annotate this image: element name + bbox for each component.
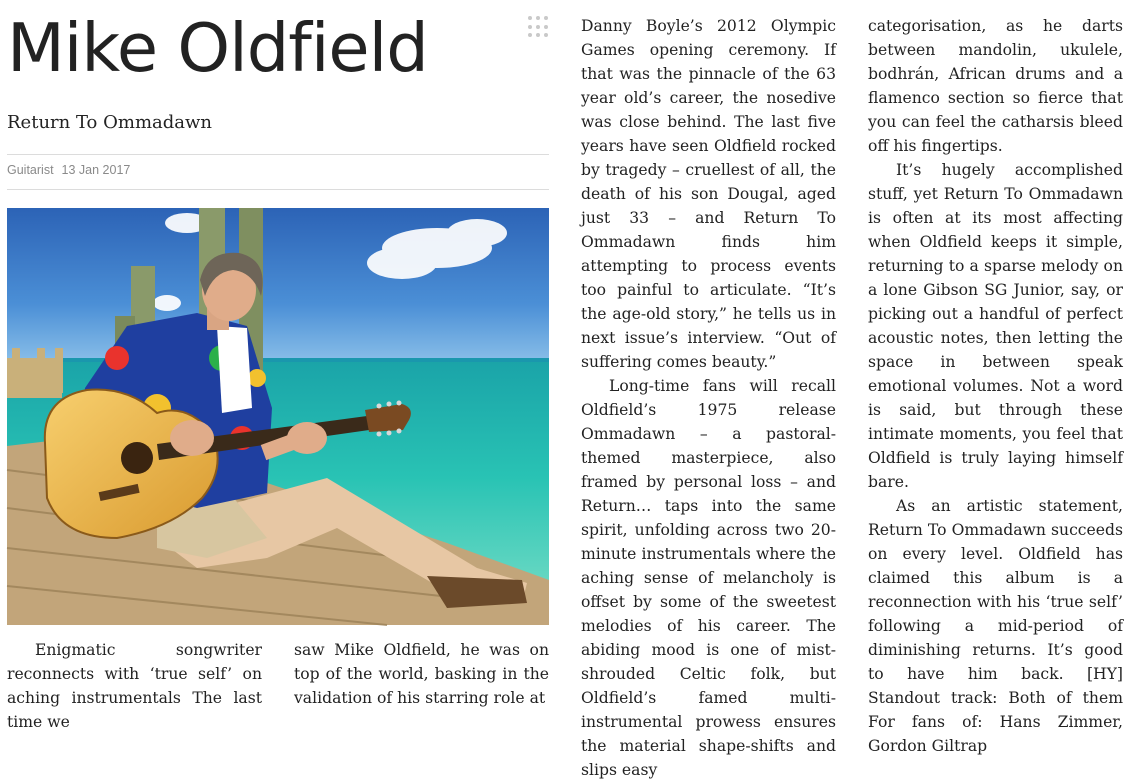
article-text-col-1: [7, 638, 262, 731]
paragraph: Enigmatic songwriter reconnects with ‘true self’ on aching instrumentals The last time we: [7, 641, 262, 731]
paragraph: As an artistic statement, Return To Ommadawn succeeds on every level. Oldfield has claimed this album is a reconnection with his ‘true self’ following a mid-period of diminishing returns. It’s good to have him back. [HY] Standout track: Both of them For fans of: Hans Zimmer, Gordon Giltrap: [868, 497, 1123, 755]
grid-dots-icon[interactable]: [528, 16, 550, 38]
article-text-col-2: [294, 638, 549, 716]
article-text-col-3: [581, 14, 836, 779]
article-photo: [7, 208, 549, 625]
paragraph: Long-time fans will recall Oldfield’s 1975 release Ommadawn – a pastoral-themed masterpiece, also framed by personal loss – and Return… taps into the same spirit, unfolding across two 20-minute instrumentals where the aching sense of melancholy is offset by some of the sweetest melodies of his career. The abiding mood is one of mist-shrouded Celtic folk, but Oldfield’s famed multi-instrumental prowess ensures the material shape-shifts and slips easy: [581, 377, 836, 779]
paragraph: saw Mike Oldfield, he was on top of the world, basking in the validation of his starring role at: [294, 641, 549, 707]
article-subtitle: Return To Ommadawn: [7, 112, 212, 133]
paragraph: It’s hugely accomplished stuff, yet Return To Ommadawn is often at its most affecting when Oldfield keeps it simple, returning to a sparse melody on a lone Gibson SG Junior, say, or picking out a handful of perfect acoustic notes, then letting the space in between speak emotional volumes. Not a word is said, but through these intimate moments, you feel that Oldfield is truly laying himself bare.: [868, 161, 1123, 491]
article-text-col-4: [868, 14, 1123, 755]
divider: [7, 189, 549, 190]
date-label: 13 Jan 2017: [61, 163, 131, 177]
article-meta: [7, 163, 130, 177]
page-title: Mike Oldfield: [7, 9, 428, 87]
guitarist-photo-illustration: [7, 208, 549, 625]
source-label: Guitarist: [7, 163, 54, 177]
divider: [7, 154, 549, 155]
paragraph: Danny Boyle’s 2012 Olympic Games opening ceremony. If that was the pinnacle of the 63 year old’s career, the nosedive was close behind. The last five years have seen Oldfield rocked by tragedy – cruellest of all, the death of his son Dougal, aged just 33 – and Return To Ommadawn finds him attempting to process events too painful to articulate. “It’s the age-old story,” he tells us in next issue’s interview. “Out of suffering comes beauty.”: [581, 17, 836, 371]
paragraph: categorisation, as he darts between mandolin, ukulele, bodhrán, African drums and a flamenco section so fierce that you can feel the catharsis bleed off his fingertips.: [868, 17, 1123, 155]
